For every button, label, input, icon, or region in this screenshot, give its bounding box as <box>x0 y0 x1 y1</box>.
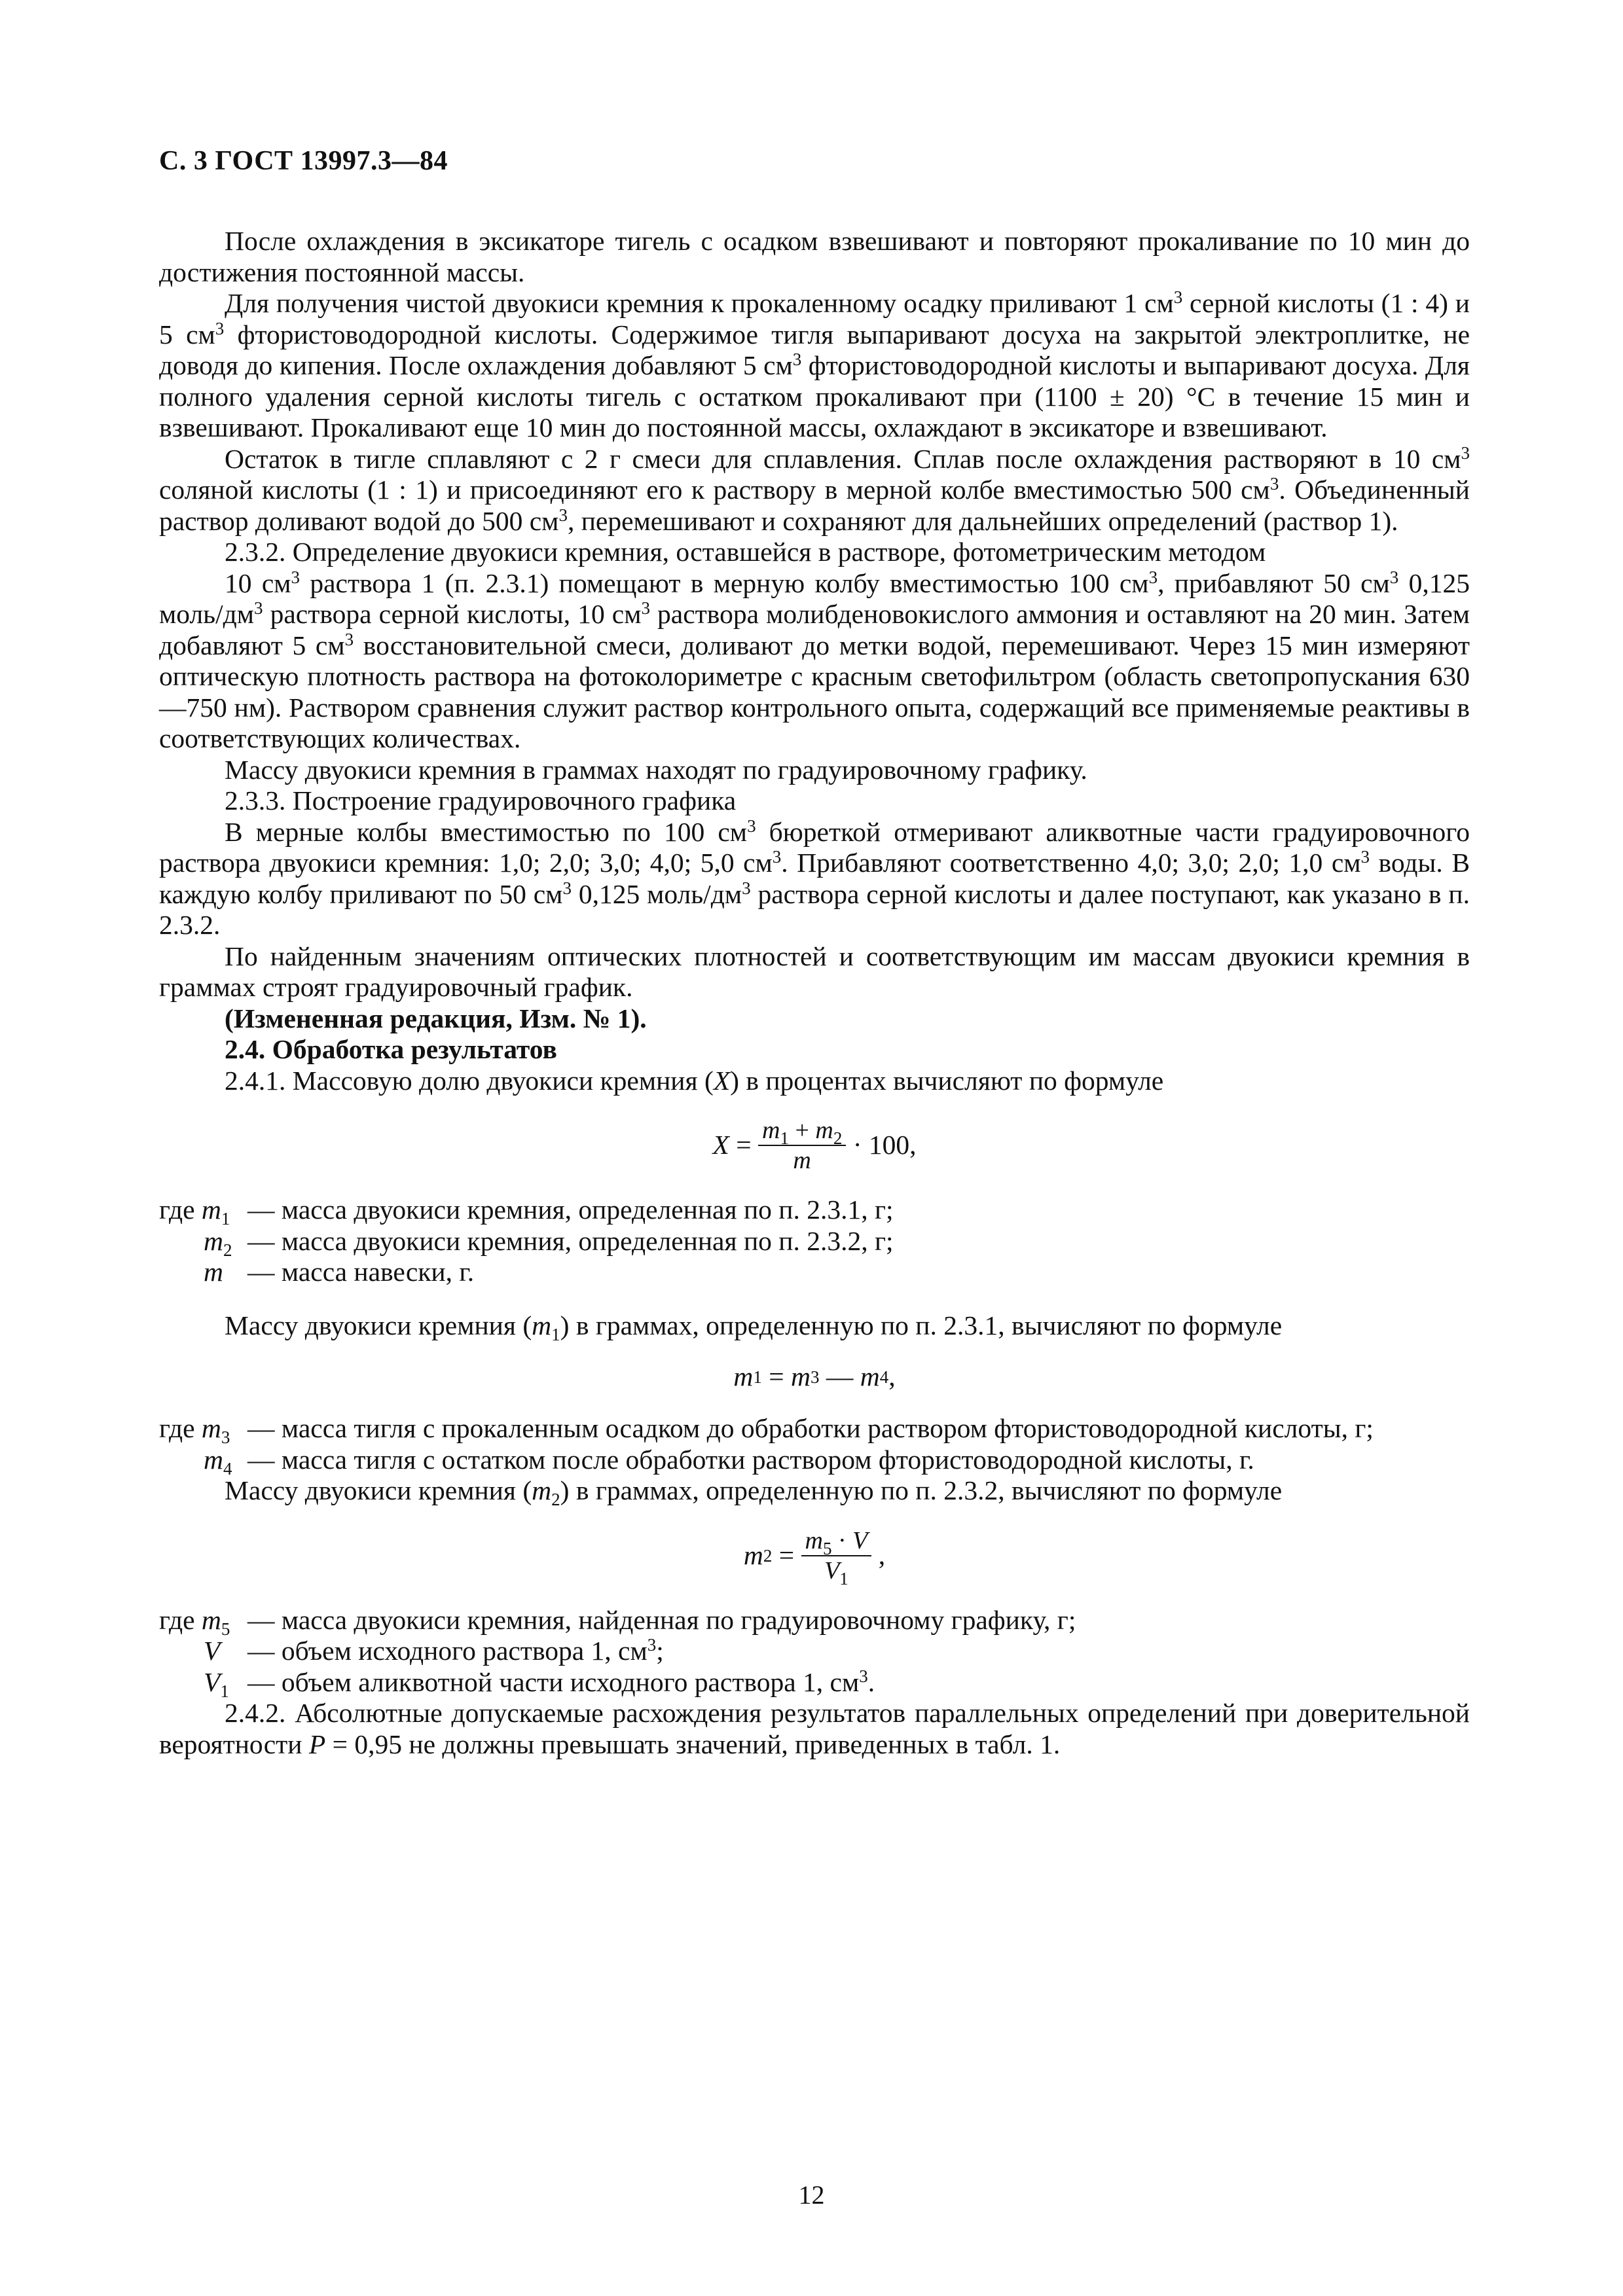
text: — объем аликвотной части исходного раствора 1, см <box>247 1666 860 1697</box>
superscript: 3 <box>1389 567 1399 587</box>
text: ) в граммах, определенную по п. 2.3.1, вычисляют по формуле <box>560 1310 1283 1340</box>
variable: X <box>713 1065 731 1096</box>
superscript: 3 <box>254 598 263 618</box>
section-heading <box>159 785 1470 817</box>
text: Массу двуокиси кремния в граммах находят по градуировочному графику. <box>225 754 1087 785</box>
superscript: 3 <box>792 350 802 369</box>
operator: = <box>772 1539 801 1570</box>
superscript: 3 <box>772 847 782 867</box>
text: 10 см <box>225 567 291 598</box>
text: ) в граммах, определенную по п. 2.3.2, вычисляют по формуле <box>560 1475 1283 1505</box>
variable: m <box>201 1413 221 1443</box>
subscript: 2 <box>551 1490 560 1509</box>
superscript: 3 <box>747 816 756 836</box>
text: (Измененная редакция, Изм. № 1). <box>225 1003 647 1033</box>
paragraph <box>159 1066 1470 1097</box>
paragraph <box>159 941 1470 1003</box>
variable: m <box>805 1526 823 1554</box>
section-heading <box>159 537 1470 568</box>
paragraph <box>159 1310 1470 1342</box>
superscript: 3 <box>742 878 751 898</box>
text: где <box>159 1413 202 1443</box>
definition-row <box>159 1257 1470 1288</box>
definition-row <box>159 1413 1470 1447</box>
definition-row <box>159 1666 1470 1701</box>
variable: m <box>761 1117 780 1144</box>
superscript: 3 <box>859 1666 868 1686</box>
fraction <box>801 1526 872 1588</box>
formula-m1: m 1 = m 3 — m 4 , <box>733 1361 896 1392</box>
text: Массу двуокиси кремния ( <box>225 1475 532 1505</box>
text: 2.4.1. Массовую долю двуокиси кремния ( <box>225 1065 714 1096</box>
text: бюреткой отмеривают аликвотные части градуировочного раствора двуокиси кремния: 1,0; 2,0; 3,0; 4,0; 5,0 см <box>159 816 1470 878</box>
variable: V <box>852 1526 868 1554</box>
text: 0,125 моль/дм <box>159 567 1470 629</box>
superscript: 3 <box>1269 474 1279 493</box>
definition-text <box>247 1667 1470 1698</box>
section-heading <box>159 1034 1470 1066</box>
text: где <box>159 1604 202 1635</box>
definition-term <box>159 1225 247 1260</box>
variable: m <box>532 1310 552 1340</box>
denominator <box>801 1556 872 1588</box>
variable: m <box>204 1225 223 1256</box>
formula-x <box>159 1096 1470 1194</box>
text: 2.4.2. Абсолютные допускаемые расхождения результатов параллельных определений при доверительной вероятности <box>159 1698 1470 1759</box>
definition-text <box>247 1636 1470 1667</box>
variable: X <box>712 1130 729 1160</box>
subscript: 1 <box>780 1128 789 1148</box>
text: . Объединенный раствор доливают водой до 500 см <box>159 475 1470 536</box>
text: ; <box>656 1636 664 1666</box>
subscript: 5 <box>822 1538 832 1558</box>
paragraph <box>159 1698 1470 1760</box>
page-number: 12 <box>798 2180 825 2210</box>
text: восстановительной смеси, доливают до метки водой, перемешивают. Через 15 мин измеряют оптическую плотность раствора на фотоколориметре с красным светофильтром (область светопропускания 630—750 нм). Раствором сравнения служит раствор контрольного опыта, содержащий все применяемые реактивы в соответствующих количествах. <box>159 630 1470 753</box>
text: фтористоводородной кислоты и выпаривают досуха. Для полного удаления серной кислоты тигель с остатком прокаливают при (1100 ± 20) °С в течение 15 мин и взвешивают. Прокаливают еще 10 мин до постоянной массы, охлаждают в эксикаторе и взвешивают. <box>159 350 1470 442</box>
text: 2.3.2. Определение двуокиси кремния, оставшейся в растворе, фотометрическим методом <box>225 537 1266 567</box>
definition-row <box>159 1225 1470 1260</box>
subscript: 4 <box>223 1458 232 1479</box>
definition-text: — масса навески, г. <box>247 1257 475 1287</box>
text: ) в процентах вычисляют по формуле <box>730 1065 1164 1096</box>
paragraph <box>159 444 1470 537</box>
text: раствора молибденовокислого аммония и оставляют на 20 мин. Затем добавляют 5 см <box>159 599 1470 660</box>
numerator <box>801 1526 872 1556</box>
definition-text: — масса двуокиси кремния, определенная по п. 2.3.1, г; <box>247 1194 894 1225</box>
text: После охлаждения в эксикаторе тигель с осадком взвешивают и повторяют прокаливание по 10 мин до достижения постоянной массы. <box>159 226 1470 287</box>
subscript: 1 <box>551 1324 560 1344</box>
formula-tail: · 100, <box>846 1130 917 1160</box>
text: Массу двуокиси кремния ( <box>225 1310 532 1340</box>
superscript: 3 <box>641 598 650 618</box>
subscript: 1 <box>221 1209 230 1229</box>
operator: = <box>729 1130 758 1160</box>
variable: m <box>815 1117 833 1144</box>
paragraph <box>159 1475 1470 1507</box>
definition-row <box>159 1604 1470 1639</box>
paragraph <box>159 817 1470 941</box>
operator: — <box>819 1361 860 1392</box>
paragraph <box>159 568 1470 755</box>
superscript: 3 <box>1461 442 1470 463</box>
text: раствора 1 (п. 2.3.1) помещают в мерную колбу вместимостью 100 см <box>300 567 1149 598</box>
variable: m <box>791 1361 811 1392</box>
variable: m <box>793 1147 811 1174</box>
text: серной кислоты (1 : 4) и 5 см <box>159 288 1470 350</box>
variable: m <box>860 1361 880 1392</box>
definition-term <box>159 1636 247 1667</box>
paragraph <box>159 288 1470 444</box>
definition-term <box>159 1444 247 1479</box>
definition-list <box>159 1194 1470 1288</box>
page-header: С. 3 ГОСТ 13997.3—84 <box>159 146 448 176</box>
superscript: 3 <box>647 1635 657 1655</box>
subscript: 3 <box>221 1427 230 1447</box>
variable: V <box>204 1636 221 1666</box>
document-body <box>159 226 1470 1760</box>
subscript: 1 <box>220 1681 229 1701</box>
definition-text: — масса тигля с остатком после обработки раствором фтористоводородной кислоты, г. <box>247 1444 1254 1475</box>
numerator <box>758 1116 846 1146</box>
superscript: 3 <box>1173 287 1183 307</box>
definition-text: — масса двуокиси кремния, определенная по п. 2.3.2, г; <box>247 1225 894 1256</box>
formula-tail: , <box>871 1539 886 1570</box>
text: . Прибавляют соответственно 4,0; 3,0; 2,0; 1,0 см <box>781 848 1361 878</box>
superscript: 3 <box>215 318 225 338</box>
variable: m <box>201 1194 221 1225</box>
text: 2.4. Обработка результатов <box>225 1034 557 1064</box>
text: По найденным значениям оптических плотностей и соответствующим им массам двуокиси кремния в граммах строят градуировочный график. <box>159 941 1470 1002</box>
denominator <box>758 1146 846 1175</box>
text: . <box>867 1666 875 1697</box>
subscript: 1 <box>839 1568 848 1588</box>
text: раствора серной кислоты и далее поступают, как указано в п. 2.3.2. <box>159 878 1470 940</box>
operator: = <box>761 1361 792 1392</box>
definition-term <box>159 1604 247 1639</box>
superscript: 3 <box>291 567 301 587</box>
text: воды. В каждую колбу приливают по 50 см <box>159 848 1470 909</box>
text: 0,125 моль/дм <box>571 878 742 909</box>
variable: V <box>204 1666 221 1697</box>
variable: m <box>532 1475 552 1505</box>
paragraph <box>159 226 1470 288</box>
formula-tail: , <box>888 1361 896 1392</box>
definition-row <box>159 1636 1470 1667</box>
subscript: 5 <box>221 1619 230 1639</box>
operator: · <box>831 1526 853 1554</box>
text: , перемешивают и сохраняют для дальнейших определений (раствор 1). <box>567 505 1398 536</box>
text: где <box>159 1194 202 1225</box>
definition-list <box>159 1413 1470 1479</box>
text: фтористоводородной кислоты. Содержимое тигля выпаривают досуха на закрытой электроплитке, не доводя до кипения. После охлаждения добавляют 5 см <box>159 319 1470 380</box>
text: , прибавляют 50 см <box>1158 567 1390 598</box>
definition-row <box>159 1444 1470 1479</box>
definition-term <box>159 1257 247 1288</box>
definition-text: — масса тигля с прокаленным осадком до обработки раствором фтористоводородной кислоты, г; <box>247 1413 1374 1443</box>
definition-term <box>159 1666 247 1701</box>
subscript: 2 <box>833 1128 843 1148</box>
text: соляной кислоты (1 : 1) и присоединяют его к раствору в мерной колбе вместимостью 500 см <box>159 475 1270 505</box>
superscript: 3 <box>562 878 572 898</box>
text: = 0,95 не должны превышать значений, приведенных в табл. 1. <box>325 1729 1061 1759</box>
variable: m <box>743 1539 763 1570</box>
text: — объем исходного раствора 1, см <box>247 1636 647 1666</box>
superscript: 3 <box>558 505 568 525</box>
variable: m <box>201 1604 221 1635</box>
spacer <box>159 1288 1470 1310</box>
variable: V <box>824 1556 840 1585</box>
text: раствора серной кислоты, 10 см <box>263 599 642 629</box>
definition-text: — масса двуокиси кремния, найденная по градуировочному графику, г; <box>247 1604 1076 1635</box>
superscript: 3 <box>1148 567 1158 587</box>
formula-m2: m 2 = $\frac{m_5 \cdot V}{V_1}$ , <box>743 1526 886 1588</box>
text: Остаток в тигле сплавляют с 2 г смеси для сплавления. Сплав после охлаждения растворяют в 10 см <box>225 443 1461 474</box>
fraction <box>758 1116 846 1175</box>
variable: m <box>204 1444 223 1475</box>
variable: P <box>308 1729 326 1759</box>
amendment-note <box>159 1003 1470 1035</box>
variable: m <box>733 1361 754 1392</box>
definition-term <box>159 1194 247 1229</box>
superscript: 3 <box>1360 847 1370 867</box>
paragraph <box>159 755 1470 786</box>
definition-list <box>159 1604 1470 1701</box>
variable: m <box>204 1257 223 1287</box>
superscript: 3 <box>344 629 354 649</box>
text: Для получения чистой двуокиси кремния к прокаленному осадку приливают 1 см <box>225 288 1174 318</box>
definition-row <box>159 1194 1470 1229</box>
text: В мерные колбы вместимостью по 100 см <box>225 816 748 847</box>
operator: + <box>788 1117 816 1144</box>
text: 2.3.3. Построение градуировочного графика <box>225 785 737 816</box>
definition-term <box>159 1413 247 1447</box>
subscript: 2 <box>223 1240 232 1260</box>
